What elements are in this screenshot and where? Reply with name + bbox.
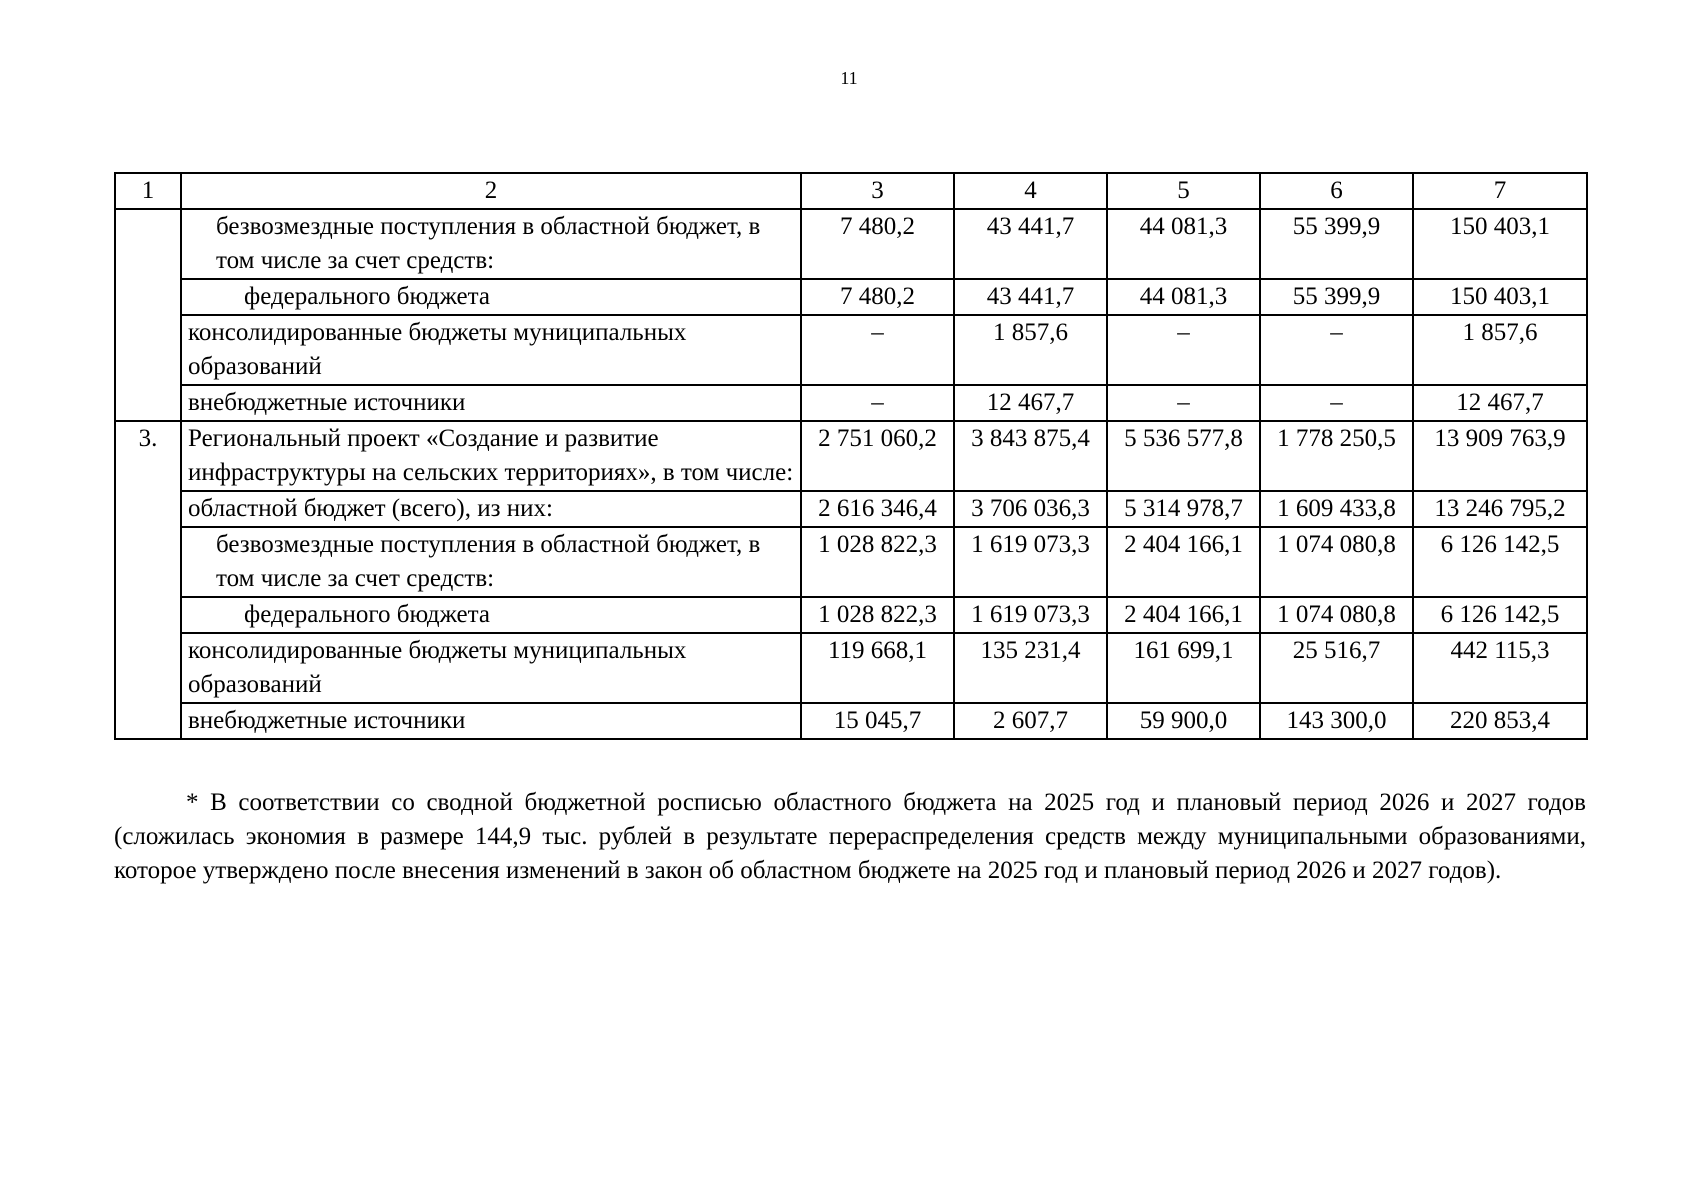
row-label: федерального бюджета [181,279,801,315]
value-cell: 5 536 577,8 [1107,421,1260,491]
value-cell: – [801,315,954,385]
value-cell: 6 126 142,5 [1413,597,1587,633]
value-cell: 1 609 433,8 [1260,491,1413,527]
value-cell: 1 074 080,8 [1260,527,1413,597]
value-cell: – [1260,315,1413,385]
value-cell: 1 619 073,3 [954,527,1107,597]
row-label: внебюджетные источники [181,385,801,421]
value-cell: 143 300,0 [1260,703,1413,739]
table-row [115,633,1587,703]
value-cell: 12 467,7 [1413,385,1587,421]
value-cell: 3 706 036,3 [954,491,1107,527]
value-cell: 1 028 822,3 [801,527,954,597]
header-cell: 1 [115,173,181,209]
value-cell: 1 028 822,3 [801,597,954,633]
row-label: консолидированные бюджеты муниципальных образований [181,633,801,703]
header-cell: 7 [1413,173,1587,209]
value-cell: 135 231,4 [954,633,1107,703]
value-cell: 1 619 073,3 [954,597,1107,633]
value-cell: 150 403,1 [1413,279,1587,315]
table-row [115,703,1587,739]
header-cell: 2 [181,173,801,209]
value-cell: 43 441,7 [954,209,1107,279]
value-cell: 13 246 795,2 [1413,491,1587,527]
value-cell: 1 857,6 [954,315,1107,385]
table-row [115,527,1587,597]
footnote: * В соответствии со сводной бюджетной росписью областного бюджета на 2025 год и плановый период 2026 и 2027 годов (сложилась экономия в размере 144,9 тыс. рублей в результате перераспределения средств между муниципальными образованиями, которое утверждено после внесения изменений в закон об областном бюджете на 2025 год и плановый период 2026 и 2027 годов). [114,789,1586,884]
row-label: безвозмездные поступления в областной бюджет, в том числе за счет средств: [181,527,801,597]
header-cell: 3 [801,173,954,209]
value-cell: 12 467,7 [954,385,1107,421]
row-index-cell: 3. [115,421,181,739]
value-cell: 7 480,2 [801,209,954,279]
value-cell: 43 441,7 [954,279,1107,315]
value-cell: 2 616 346,4 [801,491,954,527]
table-row [115,597,1587,633]
header-cell: 6 [1260,173,1413,209]
table-row [115,315,1587,385]
value-cell: 150 403,1 [1413,209,1587,279]
table-row [115,491,1587,527]
value-cell: 44 081,3 [1107,209,1260,279]
value-cell: 1 857,6 [1413,315,1587,385]
value-cell: 6 126 142,5 [1413,527,1587,597]
row-label: внебюджетные источники [181,703,801,739]
value-cell: 25 516,7 [1260,633,1413,703]
value-cell: 2 607,7 [954,703,1107,739]
value-cell: 442 115,3 [1413,633,1587,703]
value-cell: 5 314 978,7 [1107,491,1260,527]
value-cell: 59 900,0 [1107,703,1260,739]
value-cell: 55 399,9 [1260,209,1413,279]
value-cell: 44 081,3 [1107,279,1260,315]
row-label: федерального бюджета [181,597,801,633]
table-row [115,279,1587,315]
table-row [115,385,1587,421]
header-cell: 5 [1107,173,1260,209]
table-row [115,209,1587,279]
value-cell: 2 404 166,1 [1107,527,1260,597]
page-number: 11 [840,68,858,88]
row-index-cell-empty [115,209,181,421]
value-cell: – [801,385,954,421]
value-cell: 220 853,4 [1413,703,1587,739]
row-label: областной бюджет (всего), из них: [181,491,801,527]
value-cell: 7 480,2 [801,279,954,315]
value-cell: 1 778 250,5 [1260,421,1413,491]
value-cell: 119 668,1 [801,633,954,703]
value-cell: 161 699,1 [1107,633,1260,703]
value-cell: – [1260,385,1413,421]
table-header-row [115,173,1587,209]
row-label: консолидированные бюджеты муниципальных образований [181,315,801,385]
budget-table [114,172,1588,740]
value-cell: 2 404 166,1 [1107,597,1260,633]
table-row [115,421,1587,491]
row-label: Региональный проект «Создание и развитие инфраструктуры на сельских территориях», в том числе: [181,421,801,491]
value-cell: 2 751 060,2 [801,421,954,491]
value-cell: 15 045,7 [801,703,954,739]
value-cell: 1 074 080,8 [1260,597,1413,633]
value-cell: 55 399,9 [1260,279,1413,315]
value-cell: – [1107,385,1260,421]
value-cell: 3 843 875,4 [954,421,1107,491]
row-label: безвозмездные поступления в областной бюджет, в том числе за счет средств: [181,209,801,279]
header-cell: 4 [954,173,1107,209]
value-cell: 13 909 763,9 [1413,421,1587,491]
value-cell: – [1107,315,1260,385]
